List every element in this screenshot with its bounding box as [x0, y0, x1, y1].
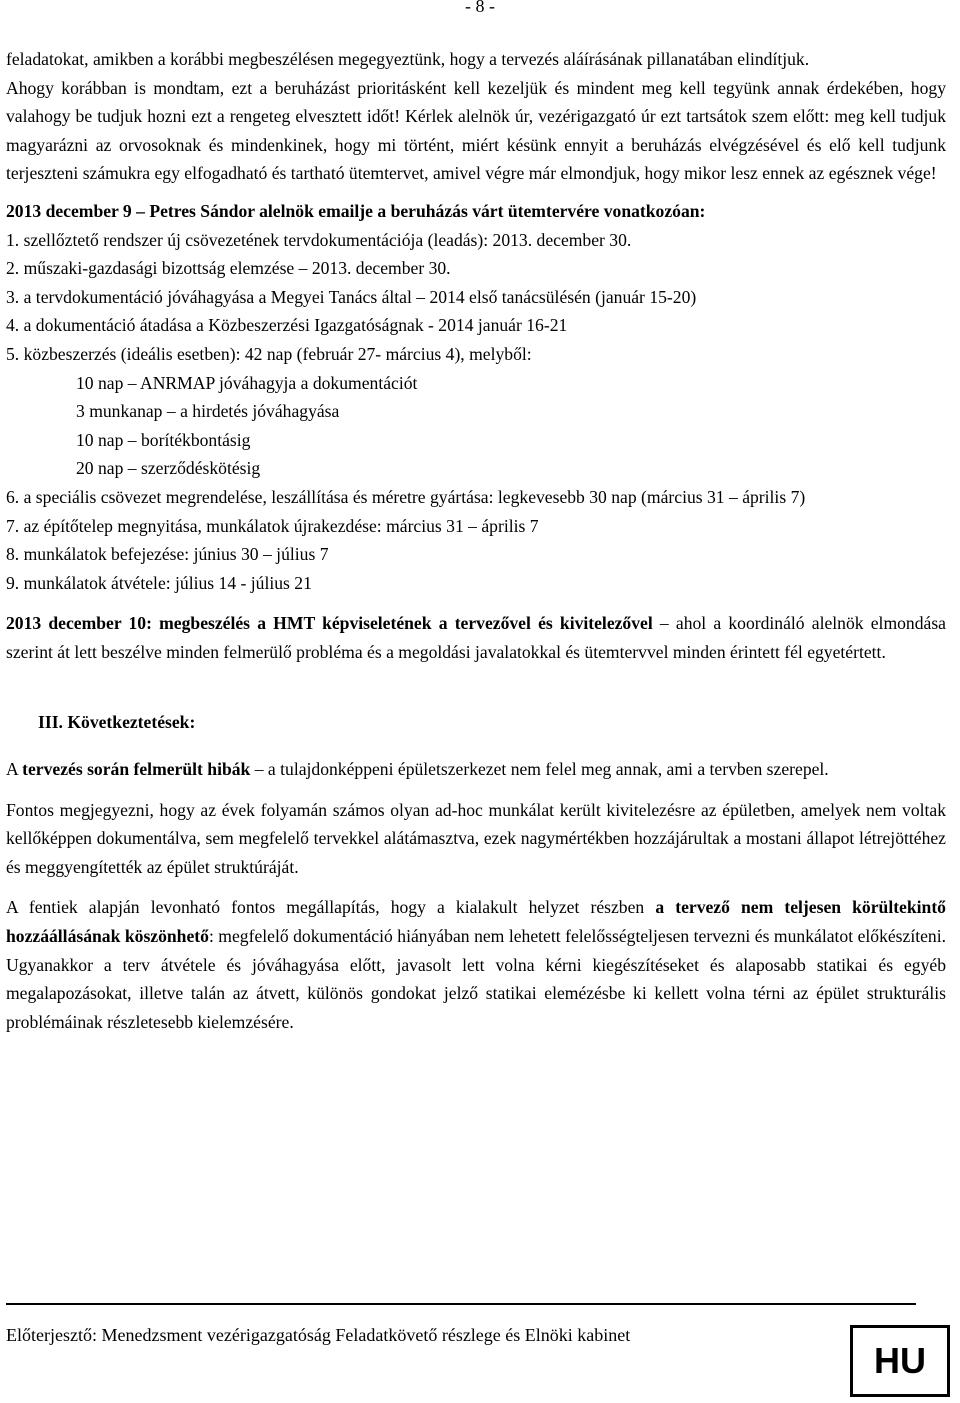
list-item: 5. közbeszerzés (ideális esetben): 42 nap (február 27- március 4), melyből: [6, 343, 532, 364]
sub-list-item: 3 munkanap – a hirdetés jóváhagyása [76, 401, 340, 422]
document-body [6, 45, 946, 1036]
sub-list-item: 20 nap – szerződéskötésig [76, 458, 261, 479]
list-item: 8. munkálatok befejezése: június 30 – július 7 [6, 544, 329, 565]
sub-list-item: 10 nap – borítékbontásig [76, 429, 251, 450]
list-item: 3. a tervdokumentáció jóváhagyása a Megyei Tanács által – 2014 első tanácsülésén (január 15-20) [6, 286, 697, 307]
list-item: 4. a dokumentáció átadása a Közbeszerzési Igazgatóságnak - 2014 január 16-21 [6, 315, 568, 336]
email-heading: 2013 december 9 – Petres Sándor alelnök emailje a beruházás várt ütemtervére vonatkozóan: [6, 200, 706, 221]
conclusion-paragraph-1 [6, 755, 946, 784]
sub-list-item: 10 nap – ANRMAP jóváhagyja a dokumentációt [76, 372, 418, 393]
list-item: 1. szellőztető rendszer új csövezetének tervdokumentációja (leadás): 2013. december 30. [6, 229, 632, 250]
meeting-bold: 2013 december 10: megbeszélés a HMT képviseletének a tervezővel és kivitelezővel [6, 613, 653, 634]
list-item: 7. az építőtelep megnyitása, munkálatok újrakezdése: március 31 – április 7 [6, 515, 539, 536]
language-badge: HU [850, 1325, 950, 1397]
p1-rest: – a tulajdonképpeni épületszerkezet nem felel meg annak, ami a tervben szerepel. [250, 759, 829, 780]
footer-divider [6, 1303, 916, 1305]
p3-rest: : megfelelő dokumentáció hiányában nem lehetett felelősségteljesen tervezni és munkálatot előkészíteni. Ugyanakkor a terv átvétele és jóváhagyása előtt, javasolt lett volna kérni kiegészítéseket és alaposabb statikai és egyéb megalapozásokat, illetve talán az átvett, különös gondokat jelző statikai elemézésbe ki kellett volna térni az épület strukturális problémáinak részletesebb kielemzésére. [6, 926, 946, 1032]
p3-bold: a tervező nem teljesen körültekintő hozzáállásának köszönhető [6, 897, 946, 947]
list-item: 2. műszaki-gazdasági bizottság elemzése – 2013. december 30. [6, 258, 451, 279]
meeting-paragraph [6, 609, 946, 666]
conclusions-heading: III. Következtetések: [38, 712, 196, 733]
p3-start: A fentiek alapján levonható fontos megállapítás, hogy a kialakult helyzet részben [6, 897, 656, 918]
conclusion-paragraph-3 [6, 893, 946, 1036]
page-number: - 8 - [465, 0, 495, 16]
list-item: 6. a speciális csövezet megrendelése, leszállítása és méretre gyártása: legkevesebb 30 nap (március 31 – április 7) [6, 486, 806, 507]
intro-rest: Ahogy korábban is mondtam, ezt a beruházást prioritásként kell kezeljük és mindent meg kell tegyünk annak érdekében, hogy valahogy be tudjuk hozni ezt a rengeteg elvesztett időt! Kérlek alelnök úr, vezérigazgató úr ezt tartsátok szem előtt: meg kell tudjuk magyarázni az orvosoknak és mindenkinek, hogy mi történt, miért késünk ennyit a beruházás elvégzésével és elő kell tudjunk terjeszteni számukra egy elfogadható és tartható ütemtervet, amivel végre már elmondjuk, hogy mikor lesz ennek az egésznek vége! [6, 77, 946, 184]
intro-line: feladatokat, amikben a korábbi megbeszélésen megegyeztünk, hogy a tervezés aláírásának pillanatában elindítjuk. [6, 49, 810, 69]
p1-start: A [6, 759, 23, 780]
p1-bold: tervezés során felmerült hibák [22, 759, 251, 780]
meeting-text: – ahol a koordináló alelnök elmondása szerint át lett beszélve minden felmerülő probléma és a megoldási javalatokkal és ütemtervvel minden érintett fél egyetértett. [6, 613, 946, 662]
conclusion-paragraph-2: Fontos megjegyezni, hogy az évek folyamán számos olyan ad-hoc munkálat került kivitelezésre az épületben, amelyek nem voltak kellőképpen dokumentálva, sem megfelelő tervekkel alátámasztva, ezek nagymértékben hozzájárultak a mostani állapot létrejöttéhez és meggyengítették az épület struktúráját. [6, 799, 946, 877]
paragraph-intro [6, 45, 946, 188]
footer-presenter: Előterjesztő: Menedzsment vezérigazgatóság Feladatkövető részlege és Elnöki kabinet [6, 1325, 631, 1345]
list-item: 9. munkálatok átvétele: július 14 - július 21 [6, 572, 312, 593]
